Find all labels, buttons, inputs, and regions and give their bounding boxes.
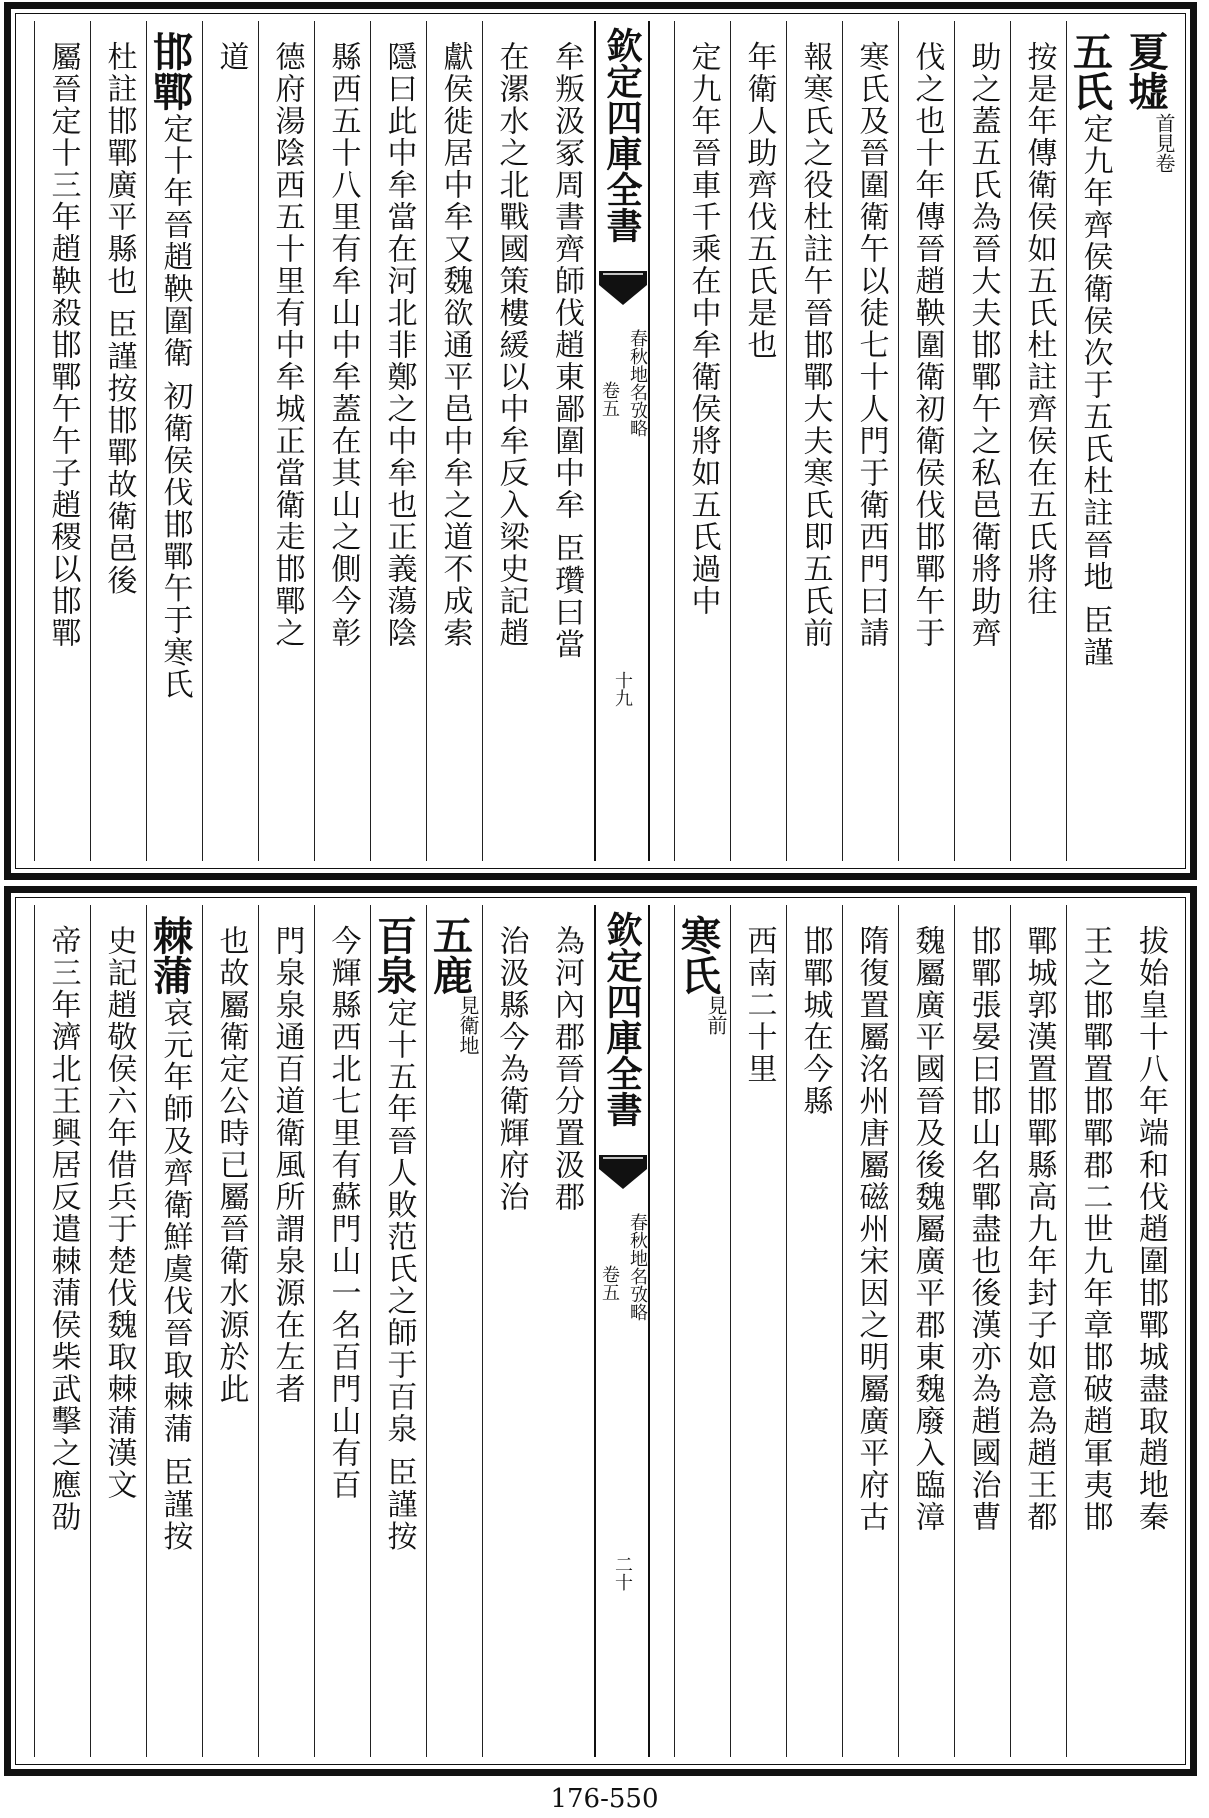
column-text: 哀元年師及齊衛鮮虞伐晉取棘蒲 臣謹按 (157, 997, 193, 1553)
center-spine (594, 905, 650, 1757)
text-column (1122, 21, 1178, 861)
text-column (146, 905, 202, 1757)
place-heading: 夏墟 (1122, 31, 1169, 111)
column-text: 邯鄲張晏曰邯山名鄲盡也後漢亦為趙國治曹 (965, 925, 1001, 1533)
volume-label: 卷五 (599, 381, 620, 417)
text-column (1122, 905, 1178, 1757)
text-column (954, 21, 1010, 861)
text-column (1010, 905, 1066, 1757)
text-column (370, 21, 426, 861)
text-column (674, 905, 730, 1757)
book-title: 欽定四庫全書 (601, 911, 643, 1127)
text-column (1066, 21, 1122, 861)
column-text: 拔始皇十八年端和伐趙圍邯鄲城盡取趙地秦 (1133, 925, 1168, 1533)
text-column (1066, 905, 1122, 1757)
column-text: 魏屬廣平國晉及後魏屬廣平郡東魏廢入臨漳 (909, 925, 945, 1533)
column-text: 牟叛汲冢周書齊師伐趙東鄙圍中牟 臣瓚曰當 (549, 41, 584, 661)
text-column (90, 905, 146, 1757)
place-heading: 五鹿 (426, 915, 474, 995)
fish-tail-ornament-icon (599, 1155, 647, 1189)
column-text: 隱曰此中牟當在河北非鄭之中牟也正義蕩陰 (381, 41, 417, 649)
text-column (482, 21, 538, 861)
column-text: 寒氏及晉圍衛午以徒七十人門于衛西門曰請 (853, 41, 889, 649)
book-page-top (4, 2, 1197, 880)
text-column (202, 905, 258, 1757)
text-column (954, 905, 1010, 1757)
text-column (1010, 21, 1066, 861)
text-column (730, 21, 786, 861)
folio-number: 二十 (612, 1555, 633, 1591)
column-text: 助之蓋五氏為晉大夫邯鄲午之私邑衛將助齊 (965, 41, 1001, 649)
text-column (898, 21, 954, 861)
text-column (786, 21, 842, 861)
place-heading: 五氏 (1066, 31, 1114, 111)
text-column (842, 905, 898, 1757)
text-column (314, 905, 370, 1757)
column-text: 為河內郡晉分置汲郡 (549, 925, 584, 1213)
column-text: 報寒氏之役杜註午晉邯鄲大夫寒氏即五氏前 (797, 41, 833, 649)
center-spine (594, 21, 650, 861)
column-note: 見前 (704, 995, 728, 1035)
column-note: 首見卷 (1152, 113, 1176, 173)
text-column (146, 21, 202, 861)
column-text: 門泉泉通百道衛風所謂泉源在左者 (269, 925, 305, 1405)
column-text: 杜註邯鄲廣平縣也 臣謹按邯鄲故衛邑後 (101, 41, 137, 597)
fish-tail-ornament-icon (599, 271, 647, 305)
column-text: 伐之也十年傳晉趙鞅圍衛初衛侯伐邯鄲午于 (909, 41, 945, 649)
text-column (674, 21, 730, 861)
column-text: 鄲城郭漢置邯鄲縣高九年封子如意為趙王都 (1021, 925, 1057, 1533)
column-text: 屬晉定十三年趙鞅殺邯鄲午午子趙稷以邯鄲 (45, 41, 81, 649)
folio-number: 十九 (612, 671, 633, 707)
text-column (482, 905, 538, 1757)
text-column (730, 905, 786, 1757)
text-column (34, 905, 90, 1757)
text-column (786, 905, 842, 1757)
column-text: 道 (213, 41, 249, 73)
page-number: 176-550 (550, 1784, 659, 1814)
text-column (202, 21, 258, 861)
text-column (426, 905, 482, 1757)
place-heading: 寒氏 (674, 915, 722, 995)
column-text: 定九年齊侯衛侯次于五氏杜註晉地 臣謹 (1077, 113, 1113, 669)
text-column (34, 21, 90, 861)
column-text: 也故屬衛定公時已屬晉衛水源於此 (213, 925, 249, 1405)
place-heading: 棘蒲 (146, 915, 194, 995)
book-page-bottom (4, 886, 1197, 1776)
text-column (426, 21, 482, 861)
text-column (90, 21, 146, 861)
column-text: 按是年傳衛侯如五氏杜註齊侯在五氏將往 (1021, 41, 1057, 617)
place-heading: 百泉 (370, 915, 418, 995)
column-text: 德府湯陰西五十里有中牟城正當衛走邯鄲之 (269, 41, 305, 649)
text-column (898, 905, 954, 1757)
column-text: 在漯水之北戰國策樓緩以中牟反入梁史記趙 (493, 41, 529, 649)
column-text: 定十年晉趙鞅圍衛 初衛侯伐邯鄲午于寒氏 (157, 113, 193, 701)
column-text: 今輝縣西北七里有蘇門山一名百門山有百 (325, 925, 361, 1501)
column-text: 定十五年晉人敗范氏之師于百泉 臣謹按 (381, 997, 417, 1553)
volume-label: 卷五 (599, 1265, 620, 1301)
text-column (314, 21, 370, 861)
text-column (538, 905, 594, 1757)
text-column (258, 905, 314, 1757)
column-text: 獻侯徙居中牟又魏欲通平邑中牟之道不成索 (437, 41, 473, 649)
book-subtitle: 春秋地名攷略 (627, 329, 648, 437)
column-text: 史記趙敬侯六年借兵于楚伐魏取棘蒲漢文 (101, 925, 137, 1501)
column-text: 縣西五十八里有牟山中牟蓋在其山之側今彰 (325, 41, 361, 649)
column-text: 帝三年濟北王興居反遣棘蒲侯柴武擊之應劭 (45, 925, 81, 1533)
column-text: 隋復置屬洺州唐屬磁州宋因之明屬廣平府古 (853, 925, 889, 1533)
column-text: 邯鄲城在今縣 (797, 925, 833, 1117)
text-column (538, 21, 594, 861)
text-column (842, 21, 898, 861)
book-subtitle: 春秋地名攷略 (627, 1213, 648, 1321)
text-column (370, 905, 426, 1757)
column-note: 見衛地 (456, 995, 480, 1055)
column-text: 治汲縣今為衛輝府治 (493, 925, 529, 1213)
book-title: 欽定四庫全書 (601, 27, 643, 243)
column-text: 年衛人助齊伐五氏是也 (741, 41, 777, 361)
text-column (258, 21, 314, 861)
place-heading: 邯鄲 (146, 31, 194, 111)
column-text: 王之邯鄲置邯鄲郡二世九年章邯破趙軍夷邯 (1077, 925, 1113, 1533)
column-text: 定九年晉車千乘在中牟衛侯將如五氏過中 (685, 41, 721, 617)
column-text: 西南二十里 (741, 925, 777, 1085)
